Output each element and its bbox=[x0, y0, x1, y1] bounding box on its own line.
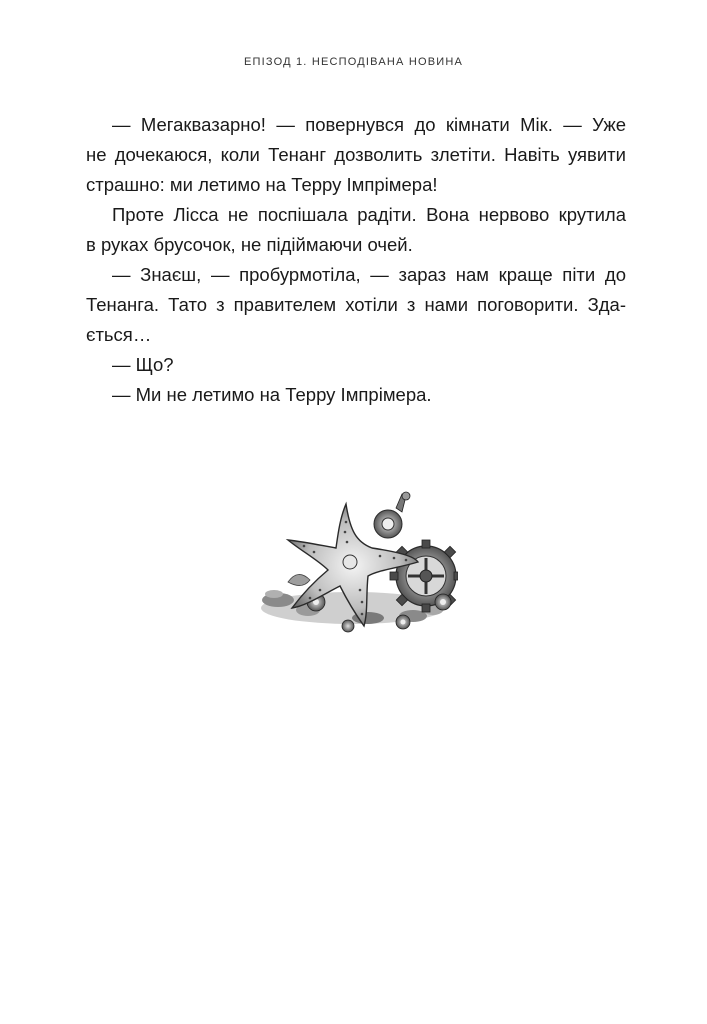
text-line: в руках брусочок, не підіймаючи очей. bbox=[86, 234, 413, 255]
text-line: страшно: ми летимо на Терру Імпрімера! bbox=[86, 174, 438, 195]
text-line: Тенанга. Тато з правителем хотіли з нами поговорити. Зда- bbox=[86, 294, 626, 315]
text-line: — Мегаквазарно! — повернувся до кімнати Мік. — Уже bbox=[112, 114, 626, 135]
text-line: — Знаєш, — пробурмотіла, — зараз нам краще піти до bbox=[112, 264, 626, 285]
running-header: ЕПІЗОД 1. НЕСПОДІВАНА НОВИНА bbox=[243, 56, 464, 68]
text-line: Проте Лісса не поспішала радіти. Вона нервово крутила bbox=[112, 204, 626, 225]
paragraph-3 bbox=[86, 260, 626, 350]
paragraph-1 bbox=[86, 110, 626, 200]
text-line: — Що? bbox=[112, 354, 174, 375]
text-line: ється… bbox=[86, 324, 152, 345]
text-line: не дочекаюся, коли Тенанг дозволить злетіти. Навіть уявити bbox=[86, 144, 626, 165]
starfish-gears-illustration bbox=[248, 490, 458, 640]
paragraph-5 bbox=[86, 380, 626, 410]
body-text bbox=[86, 110, 626, 410]
text-line: — Ми не летимо на Терру Імпрімера. bbox=[112, 384, 432, 405]
paragraph-2 bbox=[86, 200, 626, 260]
paragraph-4 bbox=[86, 350, 626, 380]
small-gear-icon bbox=[374, 492, 410, 538]
